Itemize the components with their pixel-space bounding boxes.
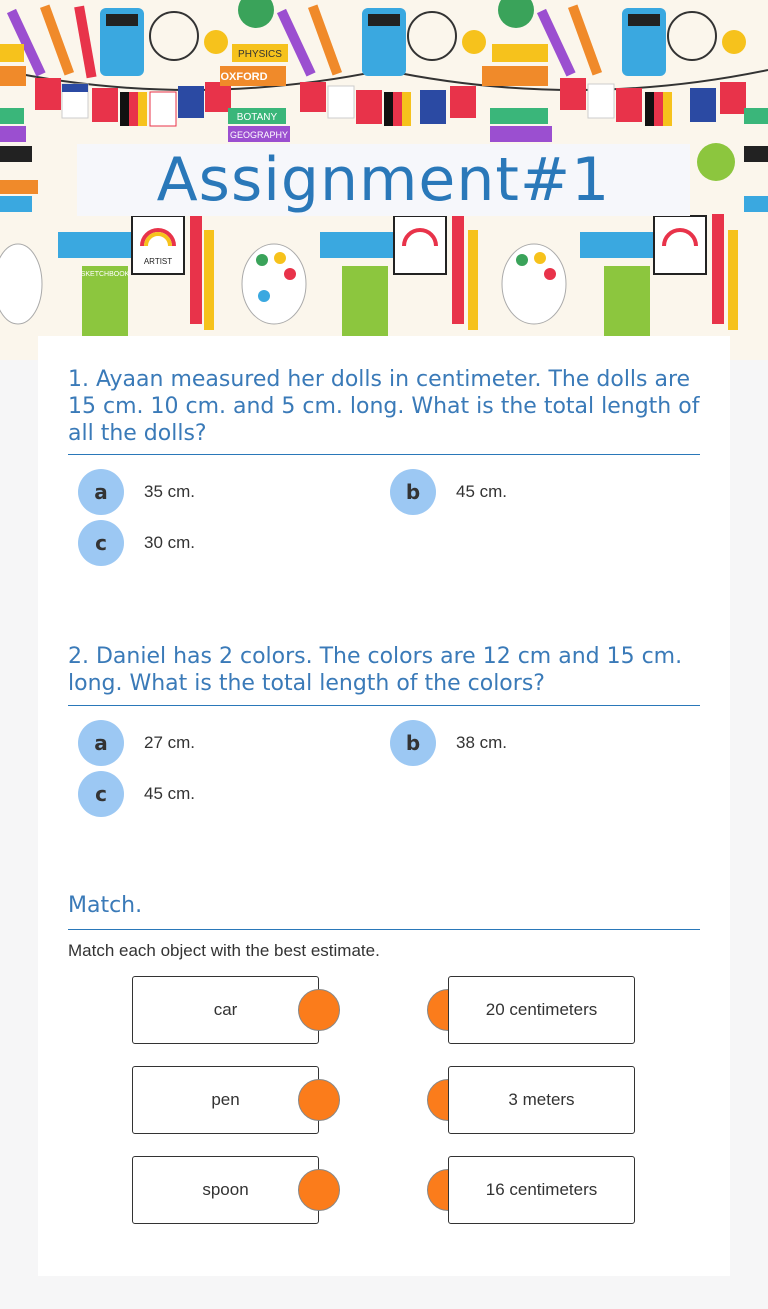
option-letter-badge: b bbox=[390, 469, 436, 515]
match-right-item[interactable]: 16 centimeters bbox=[448, 1156, 635, 1224]
flag-bunting bbox=[35, 78, 746, 126]
match-left-item[interactable]: spoon bbox=[132, 1156, 319, 1224]
svg-text:ARTIST: ARTIST bbox=[143, 257, 173, 266]
option-text: 45 cm. bbox=[144, 784, 196, 803]
match-section-title: Match. bbox=[68, 893, 143, 918]
question-1-divider bbox=[68, 454, 700, 455]
match-divider bbox=[68, 929, 700, 930]
question-1-text: 1. Ayaan measured her dolls in centimeter. The dolls are 15 cm. 10 cm. and 5 cm. long. What is the total length of all the dolls? bbox=[68, 367, 700, 446]
option-text: 38 cm. bbox=[456, 733, 508, 752]
question-2-option-a[interactable] bbox=[78, 720, 195, 766]
question-2-option-c[interactable] bbox=[78, 771, 195, 817]
option-letter-badge: a bbox=[78, 720, 124, 766]
question-1-option-a[interactable] bbox=[78, 469, 195, 515]
option-letter-badge: b bbox=[390, 720, 436, 766]
option-text: 45 cm. bbox=[456, 482, 508, 501]
question-2-option-b[interactable] bbox=[390, 720, 507, 766]
question-1-option-b[interactable] bbox=[390, 469, 507, 515]
apple-icon bbox=[697, 143, 735, 181]
match-right-item[interactable]: 3 meters bbox=[448, 1066, 635, 1134]
match-connector-dot[interactable] bbox=[298, 1079, 340, 1121]
art-supplies bbox=[0, 214, 738, 336]
option-text: 35 cm. bbox=[144, 482, 196, 501]
question-1-option-c[interactable] bbox=[78, 520, 195, 566]
svg-text:OXFORD: OXFORD bbox=[220, 71, 268, 83]
svg-text:SKETCHBOOK: SKETCHBOOK bbox=[80, 271, 130, 278]
option-letter-badge: a bbox=[78, 469, 124, 515]
option-letter-badge: c bbox=[78, 520, 124, 566]
match-connector-dot[interactable] bbox=[298, 1169, 340, 1211]
option-text: 27 cm. bbox=[144, 733, 196, 752]
title-box bbox=[77, 144, 690, 216]
match-left-item[interactable]: pen bbox=[132, 1066, 319, 1134]
svg-text:BOTANY: BOTANY bbox=[236, 112, 278, 123]
question-2-divider bbox=[68, 705, 700, 706]
match-right-item[interactable]: 20 centimeters bbox=[448, 976, 635, 1044]
page-title: Assignment#1 bbox=[156, 145, 611, 215]
match-left-item[interactable]: car bbox=[132, 976, 319, 1044]
match-instruction: Match each object with the best estimate. bbox=[68, 941, 380, 960]
svg-text:GEOGRAPHY: GEOGRAPHY bbox=[229, 130, 289, 140]
svg-text:PHYSICS: PHYSICS bbox=[238, 49, 282, 60]
option-letter-badge: c bbox=[78, 771, 124, 817]
question-2-text: 2. Daniel has 2 colors. The colors are 12 cm and 15 cm. long. What is the total length of the colors? bbox=[68, 644, 683, 696]
match-connector-dot[interactable] bbox=[298, 989, 340, 1031]
header-banner bbox=[0, 0, 768, 360]
option-text: 30 cm. bbox=[144, 533, 196, 552]
